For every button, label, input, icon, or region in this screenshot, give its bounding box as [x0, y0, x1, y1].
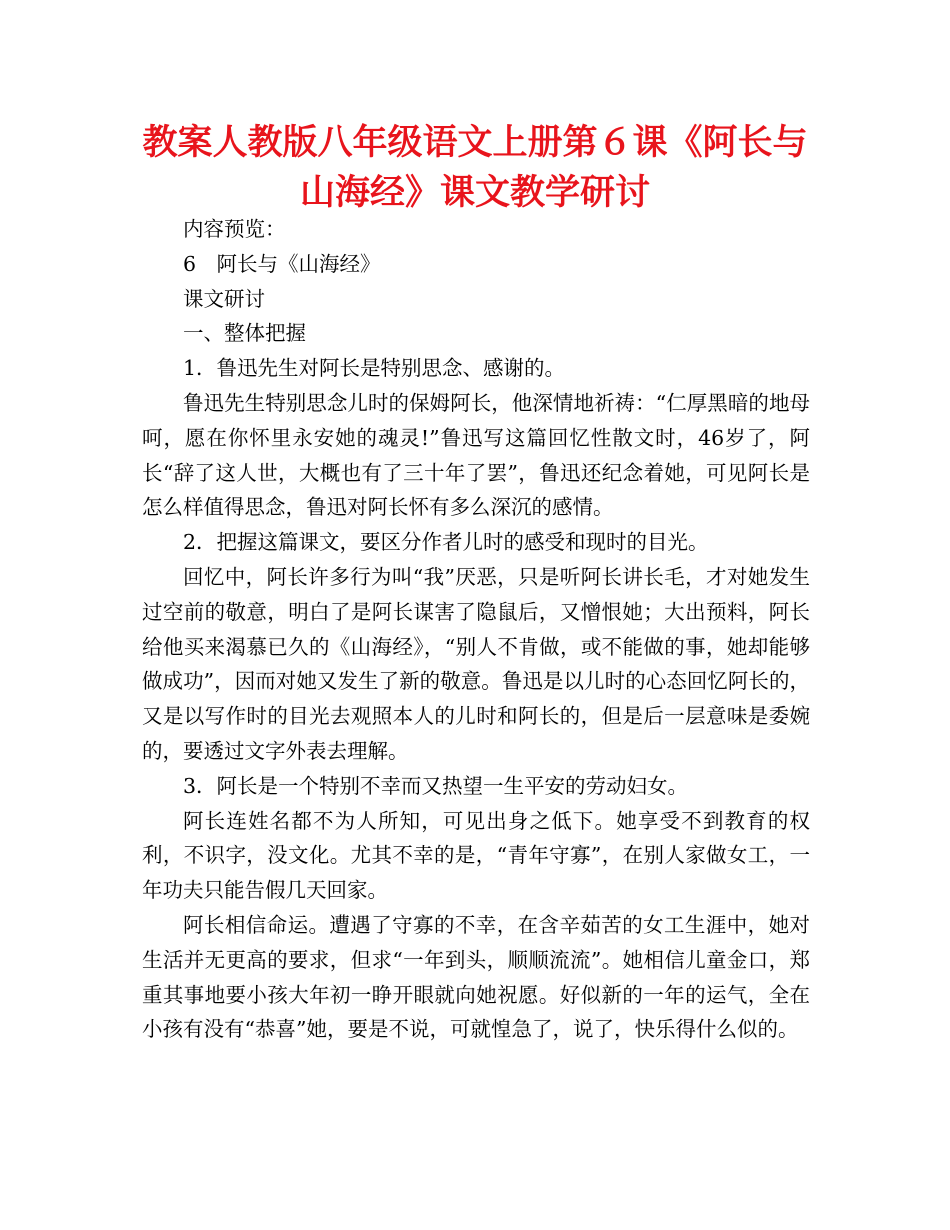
paragraph-point-2-body: 回忆中，阿长许多行为叫“我”厌恶，只是听阿长讲长毛，才对她发生过空前的敬意，明白了是阿长谋害了隐鼠后，又憎恨她；大出预料，阿长给他买来渴慕已久的《山海经》，“别人不肯做，或不能做的事，她却能够做成功”，因而对她又发生了新的敬意。鲁迅是以儿时的心态回忆阿长的，又是以写作时的目光去观照本人的儿时和阿长的，但是后一层意味是委婉的，要透过文字外表去理解。 [142, 564, 810, 763]
paragraph-point-1: 1．鲁迅先生对阿长是特别思念、感谢的。 [183, 356, 566, 381]
document-title: 教案人教版八年级语文上册第６课《阿长与山海经》课文教学研讨 [142, 123, 808, 213]
paragraph-point-2: 2．把握这篇课文，要区分作者儿时的感受和现时的目光。 [183, 530, 709, 555]
paragraph-subsection-heading: 一、整体把握 [183, 321, 306, 346]
paragraph-lesson-title: 6 阿长与《山海经》 [183, 251, 381, 276]
document-body [142, 212, 810, 1047]
paragraph-point-3: 3．阿长是一个特别不幸而又热望一生平安的劳动妇女。 [183, 773, 689, 798]
paragraph-point-1-body: 鲁迅先生特别思念儿时的保姆阿长，他深情地祈祷：“仁厚黑暗的地母呵，愿在你怀里永安她的魂灵!”鲁迅写这篇回忆性散文时，46岁了，阿长“辞了这人世，大概也有了三十年了罢”，鲁迅还纪念着她，可见阿长是怎么样值得思念，鲁迅对阿长怀有多么深沉的感情。 [142, 390, 810, 520]
paragraph-point-3-body-a: 阿长连姓名都不为人所知，可见出身之低下。她享受不到教育的权利，不识字，没文化。尤其不幸的是，“青年守寡”，在别人家做女工，一年功夫只能告假几天回家。 [142, 808, 810, 903]
paragraph-section-heading: 课文研讨 [183, 286, 265, 311]
paragraph-preview-label: 内容预览： [183, 217, 286, 241]
paragraph-point-3-body-b: 阿长相信命运。遭遇了守寡的不幸，在含辛茹苦的女工生涯中，她对生活并无更高的要求，但求“一年到头，顺顺流流”。她相信儿童金口，郑重其事地要小孩大年初一睁开眼就向她祝愿。好似新的一年的运气，全在小孩有没有“恭喜”她，要是不说，可就惶急了，说了，快乐得什么似的。 [142, 912, 810, 1042]
